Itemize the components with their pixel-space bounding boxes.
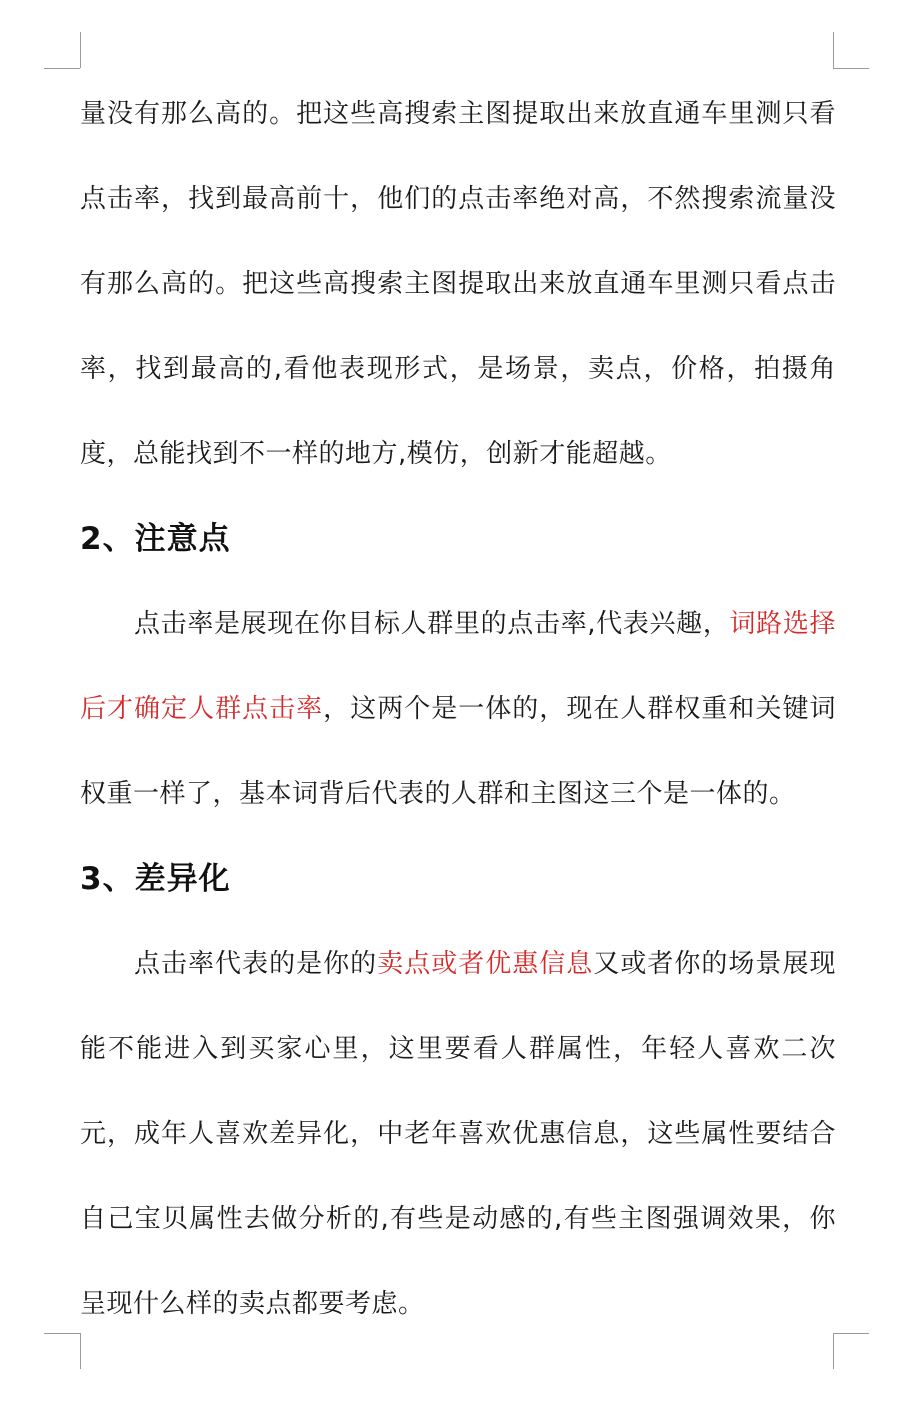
intro-paragraph: 量没有那么高的。把这些高搜索主图提取出来放直通车里测只看点击率，找到最高前十，他们的点击率绝对高，不然搜索流量没有那么高的。把这些高搜索主图提取出来放直通车里测只看点击率，找到最高的,看他表现形式，是场景，卖点，价格，拍摄角度，总能找到不一样的地方,模仿，创新才能超越。 — [80, 99, 836, 469]
section-heading-differentiation: 3、差异化 — [80, 861, 231, 897]
document-body — [80, 72, 836, 1347]
section2-text-after: ，这两个是一体的，现在人群权重和关键词权重一样了，基本词背后代表的人群和主图这三个是一体的。 — [80, 694, 836, 809]
section2-text-before: 点击率是展现在你目标人群里的点击率,代表兴趣， — [134, 609, 730, 639]
section2-paragraph — [80, 582, 836, 837]
section-heading-attention-points: 2、注意点 — [80, 521, 231, 557]
section3-text-after: 又或者你的场景展现能不能进入到买家心里，这里要看人群属性，年轻人喜欢二次元，成年人喜欢差异化，中老年喜欢优惠信息，这些属性要结合自己宝贝属性去做分析的,有些是动感的,有些主图强调效果，你呈现什么样的卖点都要考虑。 — [80, 949, 836, 1319]
section3-highlight: 卖点或者优惠信息 — [377, 949, 594, 979]
section3-text-before: 点击率代表的是你的 — [134, 949, 378, 979]
section2-highlight: 词路选择后才确定人群点击率 — [80, 609, 836, 724]
section3-paragraph — [80, 922, 836, 1347]
